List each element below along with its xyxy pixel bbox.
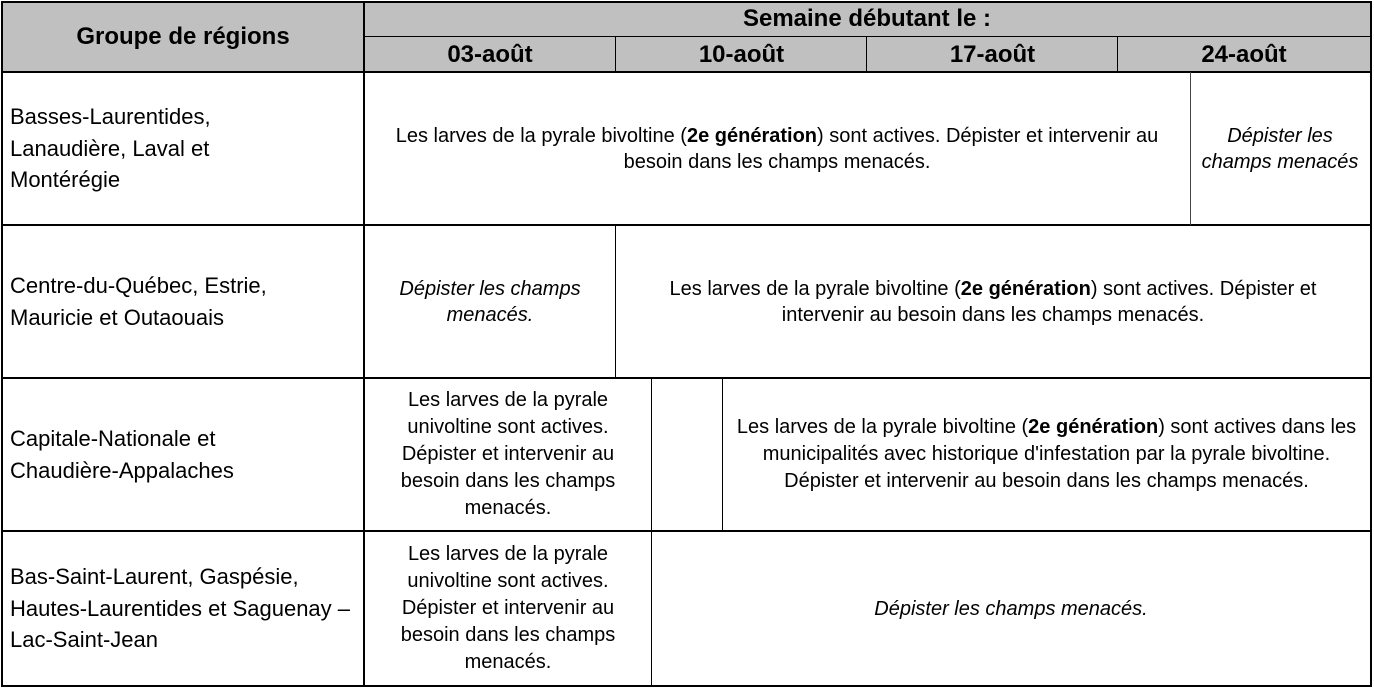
univoltine-active-cell	[364, 378, 652, 531]
table-border-right	[1370, 1, 1372, 687]
scout-cell	[364, 225, 616, 378]
cell-divider	[1190, 72, 1191, 225]
week-header-10-aout	[616, 37, 867, 72]
univoltine-message: Les larves de la pyrale univoltine sont actives. Dépister et intervenir au besoin dans les champs menacés.	[400, 543, 616, 673]
region-column-header	[2, 2, 364, 72]
table-border-left	[1, 1, 3, 687]
week-label: 17-août	[949, 40, 1036, 68]
region-cell	[2, 531, 364, 686]
region-column-divider	[363, 1, 365, 687]
week-label: 10-août	[698, 40, 785, 68]
region-cell	[2, 225, 364, 378]
cell-divider	[651, 531, 652, 686]
bivoltine-message: Les larves de la pyrale bivoltine (2e génération) sont actives. Dépister et intervenir au besoin dans les champs menacés.	[669, 277, 1317, 326]
bivoltine-active-cell	[723, 378, 1370, 531]
univoltine-active-cell	[364, 531, 652, 686]
region-name: Capitale-Nationale et Chaudière-Appalaches	[10, 425, 234, 483]
region-cell	[2, 378, 364, 531]
univoltine-message: Les larves de la pyrale univoltine sont actives. Dépister et intervenir au besoin dans les champs menacés.	[400, 389, 616, 519]
cell-divider	[615, 225, 616, 378]
table-border-top	[1, 1, 1372, 3]
week-divider	[615, 36, 616, 72]
header-bottom-border	[1, 71, 1372, 73]
cell-divider	[651, 378, 652, 531]
week-label: 03-août	[447, 40, 533, 68]
table-border-bottom	[1, 685, 1372, 687]
bivoltine-active-cell	[364, 72, 1190, 225]
scout-message: Dépister les champs menacés.	[874, 597, 1148, 620]
bivoltine-message: Les larves de la pyrale bivoltine (2e génération) sont actives dans les municipalités avec historique d'infestation par la pyrale bivoltine. Dépister et intervenir au besoin dans les champs menacés.	[736, 416, 1357, 492]
weeks-title-label: Semaine débutant le :	[742, 5, 992, 33]
empty-cell	[652, 378, 723, 531]
region-name: Centre-du-Québec, Estrie, Mauricie et Outaouais	[10, 272, 267, 330]
week-divider	[866, 36, 867, 72]
row-divider	[1, 530, 1372, 532]
scout-message: Dépister les champs menacés	[1201, 124, 1359, 173]
header-divider	[364, 36, 1372, 37]
region-name: Bas-Saint-Laurent, Gaspésie, Hautes-Laurentides et Saguenay – Lac-Saint-Jean	[10, 563, 351, 653]
weeks-title-header	[364, 2, 1370, 36]
bivoltine-active-cell	[616, 225, 1370, 378]
week-header-03-aout	[364, 37, 616, 72]
region-name: Basses-Laurentides, Lanaudière, Laval et Montérégie	[10, 103, 211, 193]
week-label: 24-août	[1201, 40, 1287, 68]
week-divider	[1117, 36, 1118, 72]
region-column-header-label: Groupe de régions	[76, 23, 290, 51]
scout-cell	[1190, 72, 1370, 225]
scout-cell	[652, 531, 1370, 686]
row-divider	[1, 224, 1372, 226]
bivoltine-message: Les larves de la pyrale bivoltine (2e génération) sont actives. Dépister et intervenir au besoin dans les champs menacés.	[395, 124, 1159, 173]
week-header-17-aout	[867, 37, 1118, 72]
cell-divider	[722, 378, 723, 531]
row-divider	[1, 377, 1372, 379]
scout-message: Dépister les champs menacés.	[399, 277, 581, 326]
region-cell	[2, 72, 364, 225]
week-header-24-aout	[1118, 37, 1370, 72]
